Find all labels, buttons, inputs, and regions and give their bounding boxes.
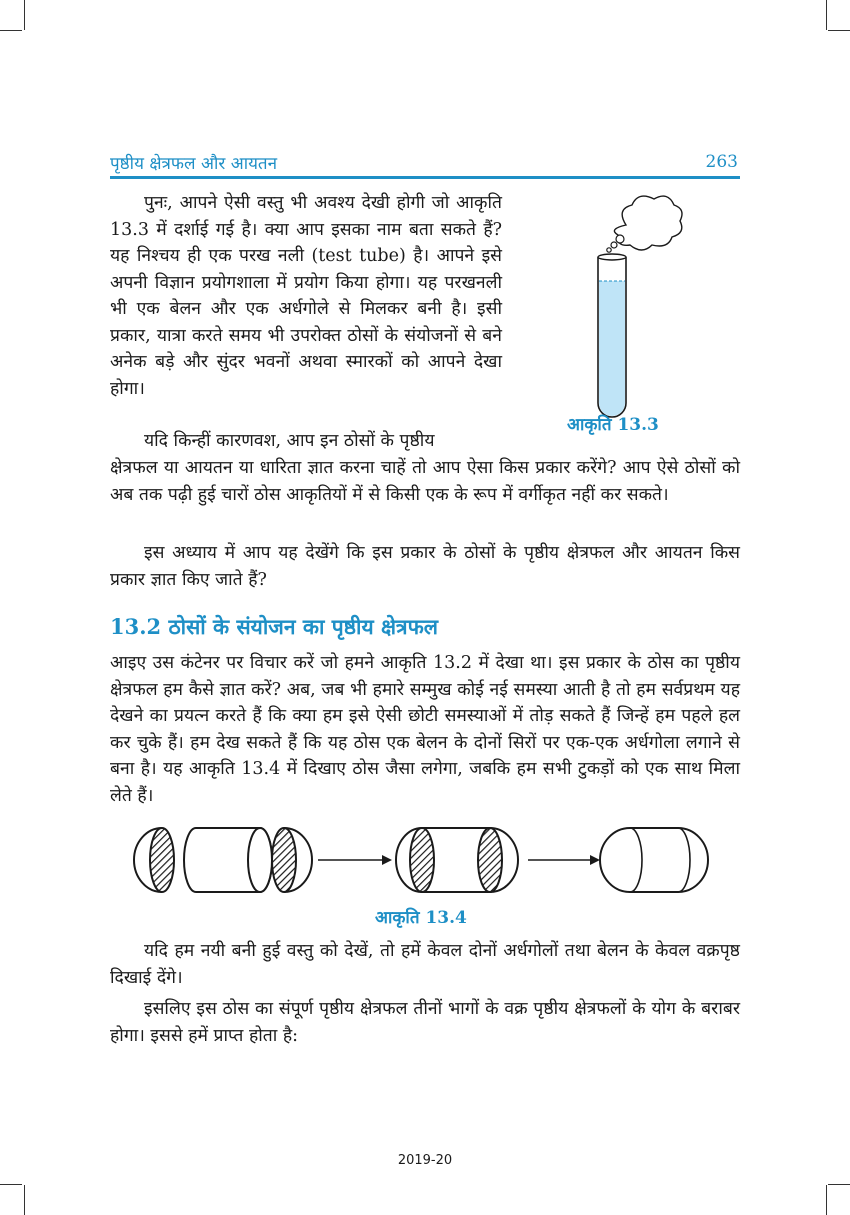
arrow-2 <box>528 855 600 865</box>
cylinder <box>184 828 272 892</box>
header-rule <box>110 176 740 179</box>
chapter-title: पृष्ठीय क्षेत्रफल और आयतन <box>110 154 278 174</box>
crop-mark-bottom-right <box>826 1185 827 1215</box>
tube-liquid <box>599 281 625 416</box>
arrow-1 <box>318 855 392 865</box>
figure-combination-solid <box>130 820 720 900</box>
bubble-small <box>607 248 611 252</box>
paragraph-surface-area-cont: क्षेत्रफल या आयतन या धारिता ज्ञात करना चाहें तो आप ऐसा किस प्रकार करेंगे? आप ऐसे ठोसों को अब तक पढ़ी हुई चारों ठोस आकृतियों में से किसी एक के रूप में वर्गीकृत नहीं कर सकते। <box>110 458 740 505</box>
paragraph-surface-area-intro: यदि किन्हीं कारणवश, आप इन ठोसों के पृष्ठीय <box>144 431 435 451</box>
crop-mark-top-left-h <box>0 30 22 31</box>
tube-rim <box>598 254 626 260</box>
final-solid <box>600 828 708 892</box>
bubble-medium <box>611 242 617 248</box>
crop-mark-bottom-left-h <box>0 1184 22 1185</box>
crop-mark-top-right <box>826 0 827 30</box>
section-heading: 13.2 ठोसों के संयोजन का पृष्ठीय क्षेत्रफल <box>110 614 439 639</box>
running-header <box>110 151 740 181</box>
paragraph-chapter-preview: इस अध्याय में आप यह देखेंगे कि इस प्रकार के ठोसों के पृष्ठीय क्षेत्रफल और आयतन किस प्रकार ज्ञात किए जाते हैं? <box>110 543 740 590</box>
paragraph-container: आइए उस कंटेनर पर विचार करें जो हमने आकृति 13.2 में देखा था। इस प्रकार के ठोस का पृष्ठीय क्षेत्रफल हम कैसे ज्ञात करें? अब, जब भी हमारे सम्मुख कोई नई समस्या आती है तो हम सर्वप्रथम यह देखने का प्रयत्न करते हैं कि क्या हम इसे ऐसी छोटी समस्याओं में तोड़ सकते हैं जिन्हें हम पहले हल कर चुके हैं। हम देख सकते हैं कि यह ठोस एक बेलन के दोनों सिरों पर एक-एक अर्धगोला लगाने से बना है। यह आकृति 13.4 में दिखाए ठोस जैसा लगेगा, जबकि हम सभी टुकड़ों को एक साथ मिला लेते हैं। <box>110 653 740 806</box>
crop-mark-bottom-right-h <box>828 1184 850 1185</box>
thought-cloud <box>614 196 682 250</box>
assembled-solid-hatched <box>396 828 518 892</box>
hemisphere-right <box>272 828 312 892</box>
figure-13-4-caption: आकृति 13.4 <box>375 908 467 928</box>
bubble-large <box>616 235 624 243</box>
footer-year: 2019-20 <box>397 1153 453 1168</box>
hemisphere-left <box>134 828 174 892</box>
crop-mark-bottom-left <box>24 1185 25 1215</box>
paragraph-test-tube: पुनः, आपने ऐसी वस्तु भी अवश्य देखी होगी जो आकृति 13.3 में दर्शाई गई है। क्या आप इसका नाम बता सकते हैं? यह निश्चय ही एक परख नली (test tube) है। आपने इसे अपनी विज्ञान प्रयोगशाला में प्रयोग किया होगा। यह परखनली भी एक बेलन और एक अर्धगोले से मिलकर बनी है। इसी प्रकार, यात्रा करते समय भी उपरोक्त ठोसों के संयोजनों से बने अनेक बड़े और सुंदर भवनों अथवा स्मारकों को आपने देखा होगा। <box>110 193 502 399</box>
page-number: 263 <box>705 152 738 172</box>
crop-mark-top-left <box>24 0 25 30</box>
figure-test-tube <box>578 195 688 435</box>
crop-mark-top-right-h <box>828 30 850 31</box>
paragraph-total-surface-area: इसलिए इस ठोस का संपूर्ण पृष्ठीय क्षेत्रफल तीनों भागों के वक्र पृष्ठीय क्षेत्रफलों के योग के बराबर होगा। इससे हमें प्राप्त होता है: <box>110 999 740 1046</box>
paragraph-visible-surfaces: यदि हम नयी बनी हुई वस्तु को देखें, तो हमें केवल दोनों अर्धगोलों तथा बेलन के केवल वक्रपृष्ठ दिखाई देंगे। <box>110 941 740 988</box>
figure-13-3-caption: आकृति 13.3 <box>567 415 659 435</box>
